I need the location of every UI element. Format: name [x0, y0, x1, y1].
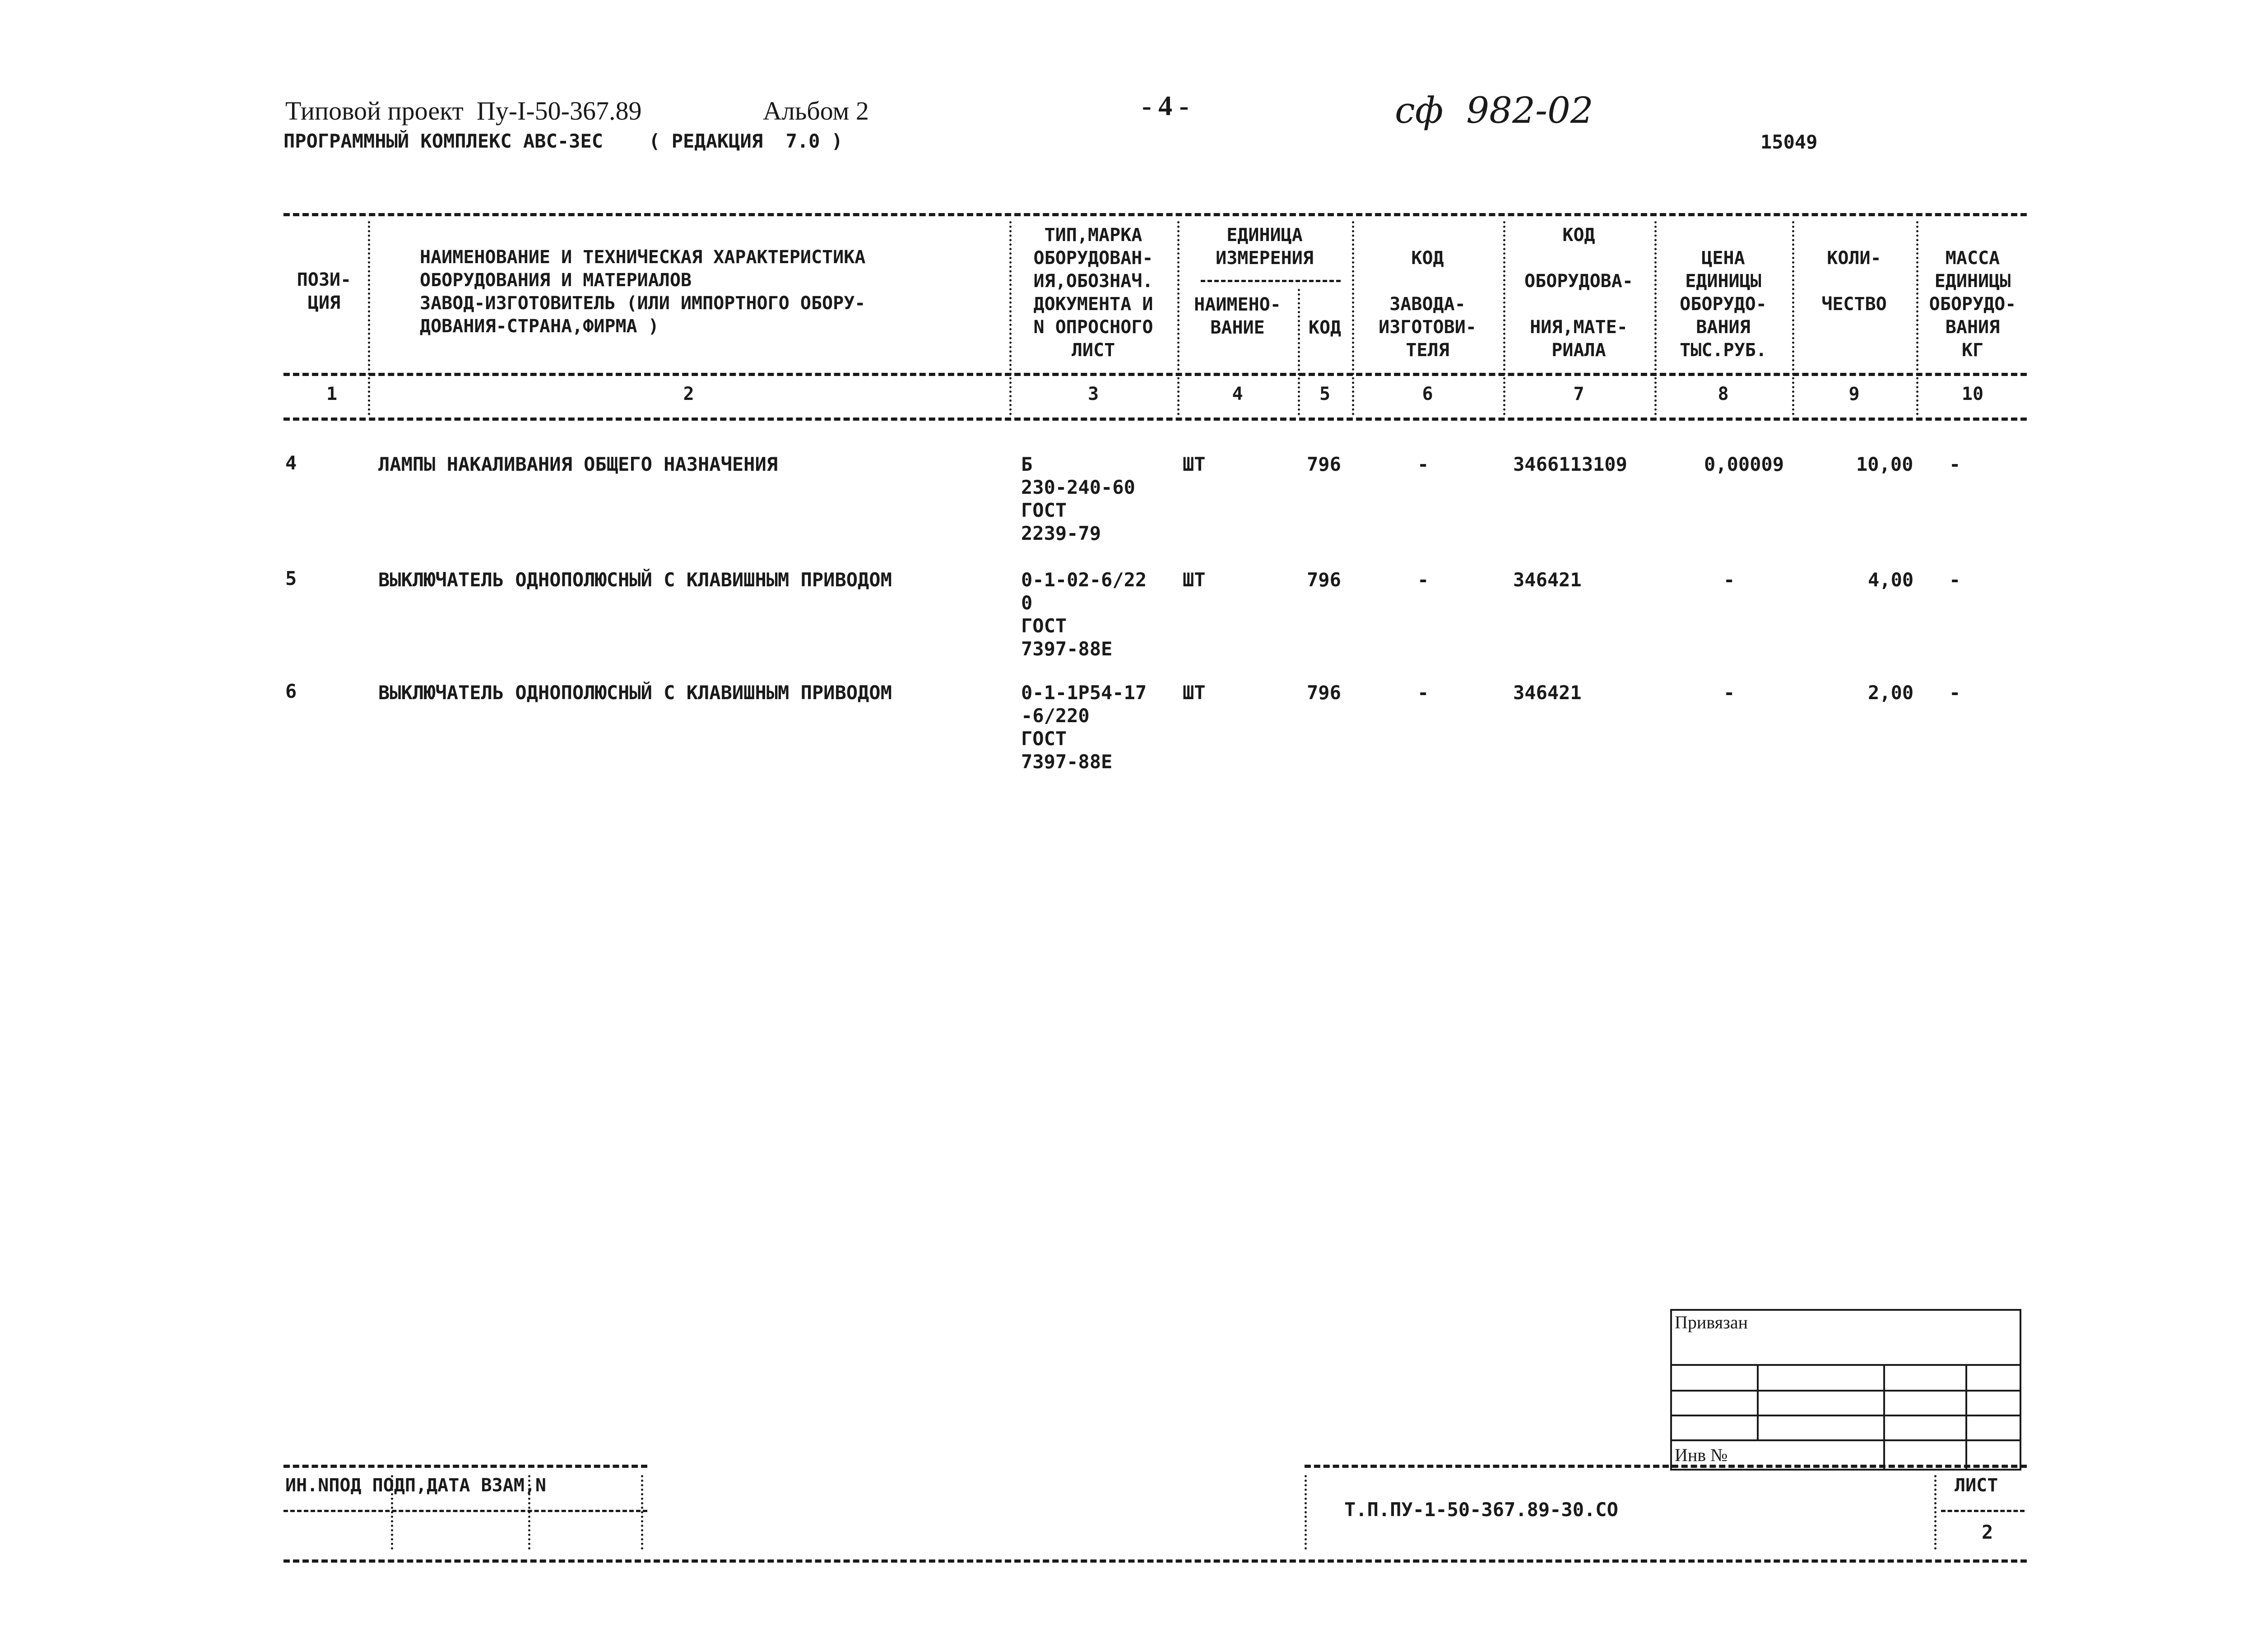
doc-number: 15049 — [1760, 131, 1818, 153]
col-number: 3 — [1087, 384, 1099, 404]
col-header-unit-name: НАИМЕНО- ВАНИЕ — [1194, 294, 1281, 338]
column-numbers-rule — [283, 418, 2027, 421]
cell-type: Б 230-240-60 ГОСТ 2239-79 — [1021, 453, 1135, 544]
cell-name: ЛАМПЫ НАКАЛИВАНИЯ ОБЩЕГО НАЗНАЧЕНИЯ — [378, 453, 778, 475]
table-top-rule — [283, 213, 2027, 216]
cell-equipment-code: 346421 — [1513, 682, 1582, 704]
signature-separator — [391, 1475, 393, 1550]
sheet-separator — [1934, 1475, 1937, 1550]
cell-type: 0-1-1Р54-17 -6/220 ГОСТ 7397-88Е — [1021, 682, 1147, 773]
stamp-code: сф 982-02 — [1395, 89, 1593, 131]
col-header-price: ЦЕНА ЕДИНИЦЫ ОБОРУДО- ВАНИЯ ТЫС.РУБ. — [1680, 248, 1767, 361]
cell-price: 0,00009 — [1704, 453, 1784, 475]
col-number: 6 — [1422, 384, 1433, 404]
signature-header: ИН.NПОД ПОДП,ДАТА ВЗАМ,N — [285, 1475, 546, 1496]
stamp-line — [1672, 1415, 2020, 1416]
cell-equipment-code: 346421 — [1513, 569, 1582, 591]
col-number: 10 — [1961, 384, 1984, 404]
signature-mid-rule — [283, 1510, 647, 1512]
stamp-line — [1965, 1364, 1967, 1469]
cell-quantity: 10,00 — [1856, 453, 1913, 475]
col-header-type: ТИП,МАРКА ОБОРУДОВАН- ИЯ,ОБОЗНАЧ. ДОКУМЕНТА И N ОПРОСНОГО ЛИСТ — [1033, 225, 1153, 361]
cell-unit-code: 796 — [1307, 569, 1341, 591]
title-block-separator — [1305, 1475, 1307, 1550]
col-number: 9 — [1848, 384, 1860, 404]
col-header-mass: МАССА ЕДИНИЦЫ ОБОРУДО- ВАНИЯ КГ — [1929, 248, 2016, 361]
col-number: 8 — [1718, 384, 1729, 404]
title-block-top-rule — [1305, 1465, 2027, 1468]
cell-unit-code: 796 — [1307, 682, 1341, 704]
stamp-line — [1757, 1364, 1759, 1441]
stamp-line — [1883, 1364, 1885, 1469]
col-number: 5 — [1319, 384, 1331, 404]
col-number: 1 — [326, 384, 338, 404]
cell-unit: ШТ — [1183, 682, 1206, 704]
cell-price: - — [1723, 569, 1735, 591]
software-label: ПРОГРАММНЫЙ КОМПЛЕКС АВС-3ЕС ( РЕДАКЦИЯ 7.0 ) — [283, 130, 843, 152]
cell-factory-code: - — [1417, 682, 1429, 704]
col-header-equipment-code: КОД ОБОРУДОВА- НИЯ,МАТЕ- РИАЛА — [1524, 225, 1633, 361]
sheet-label: ЛИСТ — [1955, 1475, 1998, 1496]
cell-mass: - — [1949, 569, 1961, 591]
cell-factory-code: - — [1417, 453, 1429, 475]
sheet-number: 2 — [1982, 1521, 1993, 1543]
col-number: 7 — [1573, 384, 1584, 404]
cell-quantity: 2,00 — [1868, 682, 1914, 704]
page-number: - 4 - — [1142, 91, 1189, 121]
signature-top-rule — [283, 1465, 647, 1468]
stamp-line — [1672, 1390, 2020, 1392]
binding-stamp — [1670, 1309, 2021, 1471]
stamp-line — [1672, 1364, 2020, 1366]
unit-group-rule — [1201, 280, 1341, 282]
cell-position: 4 — [285, 452, 297, 474]
col-header-position: ПОЗИ- ЦИЯ — [297, 269, 352, 313]
cell-mass: - — [1949, 453, 1961, 475]
stamp-inventory: Инв № — [1675, 1445, 1728, 1465]
cell-price: - — [1723, 682, 1735, 704]
header-bottom-rule — [283, 373, 2027, 376]
cell-position: 5 — [285, 567, 297, 589]
col-header-unit-group: ЕДИНИЦА ИЗМЕРЕНИЯ — [1216, 225, 1314, 269]
stamp-title: Привязан — [1675, 1312, 1748, 1332]
cell-type: 0-1-02-6/22 0 ГОСТ 7397-88Е — [1021, 569, 1147, 660]
col-number: 2 — [683, 384, 694, 404]
col-header-factory-code: КОД ЗАВОДА- ИЗГОТОВИ- ТЕЛЯ — [1379, 248, 1477, 361]
col-header-name: НАИМЕНОВАНИЕ И ТЕХНИЧЕСКАЯ ХАРАКТЕРИСТИКА ОБОРУДОВАНИЯ И МАТЕРИАЛОВ ЗАВОД-ИЗГОТОВИТЕЛЬ (ИЛИ ИМПОРТНОГО ОБОРУ- ДОВАНИЯ-СТРАНА,ФИРМА ) — [420, 247, 866, 337]
cell-unit-code: 796 — [1307, 453, 1341, 475]
cell-name: ВЫКЛЮЧАТЕЛЬ ОДНОПОЛЮСНЫЙ С КЛАВИШНЫМ ПРИВОДОМ — [378, 682, 892, 704]
page-bottom-rule — [283, 1559, 2027, 1563]
col-header-unit-code: КОД — [1308, 317, 1342, 338]
album-label: Альбом 2 — [763, 96, 869, 125]
cell-factory-code: - — [1417, 569, 1429, 591]
project-title: Типовой проект Пу-I-50-367.89 — [285, 96, 642, 125]
col-header-quantity: КОЛИ- ЧЕСТВО — [1821, 248, 1887, 315]
col-number: 4 — [1232, 384, 1243, 404]
signature-separator — [641, 1475, 643, 1550]
cell-unit: ШТ — [1183, 569, 1206, 591]
sheet-rule — [1941, 1510, 2025, 1512]
cell-equipment-code: 3466113109 — [1513, 453, 1627, 475]
signature-separator — [528, 1475, 530, 1550]
cell-position: 6 — [285, 680, 297, 702]
stamp-line — [1672, 1439, 2020, 1441]
cell-mass: - — [1949, 682, 1961, 704]
cell-name: ВЫКЛЮЧАТЕЛЬ ОДНОПОЛЮСНЫЙ С КЛАВИШНЫМ ПРИВОДОМ — [378, 569, 892, 591]
cell-unit: ШТ — [1183, 453, 1206, 475]
doc-code: Т.П.ПУ-1-50-367.89-30.СО — [1344, 1499, 1618, 1521]
cell-quantity: 4,00 — [1868, 569, 1914, 591]
